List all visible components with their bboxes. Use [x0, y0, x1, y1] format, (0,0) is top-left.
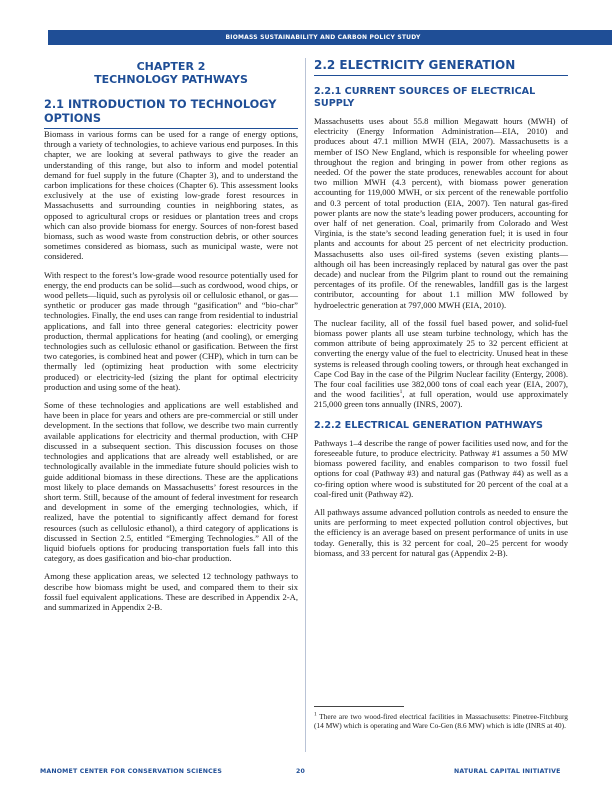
- footer-organization: MANOMET CENTER FOR CONSERVATION SCIENCES: [40, 768, 223, 775]
- body-paragraph: Some of these technologies and applications are well established and have been in place for years and others are pre-commercial or still under development. In the sections that follow, we describe two main currently available applications for electricity and thermal production, with CHP discussed in a subsequent section. This discussion focuses on those technologies and applications that are already well established, or are technologically available in the immediate future should policies wish to guide additional biomass in these directions. These are the applications most likely to place demands on Massachusetts’ forest resources in the short term. Still, because of the amount of federal investment for research and development in some of the emerging technologies, which, if realized, have the potential to significantly affect demand for forest resources (such as cellulosic ethanol), a third category of applications is discussed in Section 2.5, entitled “Emerging Technologies.” All of the liquid biofuels options for producing transportation fuels fall into this category, as does gasification and bio-char production.: [44, 400, 298, 564]
- paragraph-text: The nuclear facility, all of the fossil fuel based power, and solid-fuel biomass power plants all use steam turbine technology, which has the common attribute of being approximately 25 to 32 percent efficient at converting the energy value of the fuel to electricity. Unused heat in these systems is released through cooling towers, or through heat exchanged in Cape Cod Bay in the case of the Pilgrim Nuclear facility (Entergy, 2008). The four coal facilities use 382,000 tons of coal each year (EIA, 2007), and the wood facilities: [314, 317, 568, 400]
- section-rule: [314, 75, 568, 76]
- chapter-title: TECHNOLOGY PATHWAYS: [94, 73, 248, 86]
- subsection-heading-2-2-1: 2.2.1 CURRENT SOURCES OF ELECTRICAL SUPPLY: [314, 86, 536, 109]
- footnote-text: There are two wood-fired electrical facilities in Massachusetts: Pinetree-Fitchburg (14 MW) which is operating and Ware Co-Gen (8.6 MW) which is idle (INRS at 40).: [314, 712, 568, 730]
- body-paragraph: With respect to the forest’s low-grade wood resource potentially used for energy, the end products can be solid—such as cordwood, wood chips, or wood pellets—liquid, such as pyrolysis oil or cellulosic ethanol, or gas—synthetic or producer gas made through “gasification” and “bio-char” technologies. Finally, the end uses can range from residential to industrial applications, and fall into three general categories: electricity power production, thermal applications for heating (and cooling), or emerging technologies such as cellulosic ethanol or gasification. Between the first two categories, is combined heat and power (CHP), which in turn can be thermally led (optimizing heat production with some electricity produced) or electricity-led (sizing the plant for optimal electricity production and using some of the heat).: [44, 269, 298, 392]
- right-column: [314, 58, 568, 566]
- paragraph-text: , at full operation, would use approximately 215,000 green tons annually (INRS, 2007).: [314, 389, 568, 410]
- column-divider: [305, 58, 306, 752]
- chapter-label: CHAPTER 2: [136, 60, 206, 73]
- body-paragraph: Biomass in various forms can be used for a range of energy options, through a variety of technologies, to achieve various end purposes. In this chapter, we are looking at several pathways to give the reader an understanding of this range, but also to inform and model potential demand for fuel supply in the future (Chapter 3), and to understand the carbon implications for these choices (Chapter 6). This assessment looks exclusively at the use of existing low-grade forest resources in Massachusetts and surrounding counties in neighboring states, as opposed to agricultural crops or residues or plantation trees and crops which can also provide biomass for energy. Sources of non-forest based biomass, such as wood waste from construction debris, or other sources sometimes considered as biomass, such as municipal waste, were not considered.: [44, 129, 298, 262]
- running-header-title: BIOMASS SUSTAINABILITY AND CARBON POLICY STUDY: [225, 34, 421, 41]
- subsection-heading-2-2-2: 2.2.2 ELECTRICAL GENERATION PATHWAYS: [314, 419, 543, 431]
- footnote-marker: 1: [399, 389, 403, 396]
- body-paragraph: All pathways assume advanced pollution controls as needed to ensure the units are performing to meet expected pollution control objectives, but the efficiency is an average based on present performance of units in use today. Generally, this is 32 percent for coal, 20–25 percent for woody biomass, and 33 percent for natural gas (Appendix 2-B).: [314, 506, 568, 558]
- body-paragraph: Massachusetts uses about 55.8 million Megawatt hours (MWH) of electricity (Energy Information Administration—EIA, 2010) and produces about 47.1 million MWH (EIA, 2007). Massachusetts is a member of ISO New England, which is responsible for wheeling power throughout the region and bringing in power from other regions as needed. Of the power the state produces, renewables account for about two million MWH (4.3 percent), with biomass power generation accounting for 119,000 MWH, or six percent of the renewable portfolio and 0.3 percent of total production (EIA, 2007). Ten natural gas-fired power plants are now the state’s leading power producers, accounting for over half of net generation. Coal, primarily from Colorado and West Virginia, is the state’s second leading generation fuel; it is used in four plants and accounts for about 25 percent of net electricity production. Massachusetts also uses oil-fired systems (seven existing plants—although oil has been increasingly replaced by natural gas over the past decade) and nuclear from the Pilgrim plant to round out the remaining percentages of its profile. Of the renewables, landfill gas is the largest contributor, accounting for about 1.1 million MW followed by hydroelectric generation at 797,000 MWH (EIA, 2010).: [314, 116, 568, 310]
- running-header: [48, 30, 612, 45]
- body-paragraph: Pathways 1–4 describe the range of power facilities used now, and for the foreseeable future, to produce electricity. Pathway #1 assumes a 50 MW biomass powered facility, and enables comparison to two fossil fuel options for coal (Pathway #3) and natural gas (Pathway #4) as well as a co-firing option where wood is substituted for 20 percent of the coal at a coal-fired unit (Pathway #2).: [314, 437, 568, 499]
- footer-initiative: NATURAL CAPITAL INITIATIVE: [454, 768, 561, 775]
- page-number: 20: [296, 768, 306, 775]
- body-paragraph: [314, 318, 568, 410]
- footnote-number: 1: [314, 711, 317, 718]
- footnote: [314, 712, 568, 730]
- body-paragraph: Among these application areas, we selected 12 technology pathways to describe how biomass might be used, and compared them to their six fossil fuel equivalent applications. These are described in Appendix 2-A, and summarized in Appendix 2-B.: [44, 571, 298, 612]
- left-column: [44, 58, 298, 620]
- section-heading-2-1: 2.1 INTRODUCTION TO TECHNOLOGY OPTIONS: [44, 98, 277, 125]
- footnote-rule: [314, 706, 404, 707]
- section-heading-2-2: 2.2 ELECTRICITY GENERATION: [314, 58, 516, 72]
